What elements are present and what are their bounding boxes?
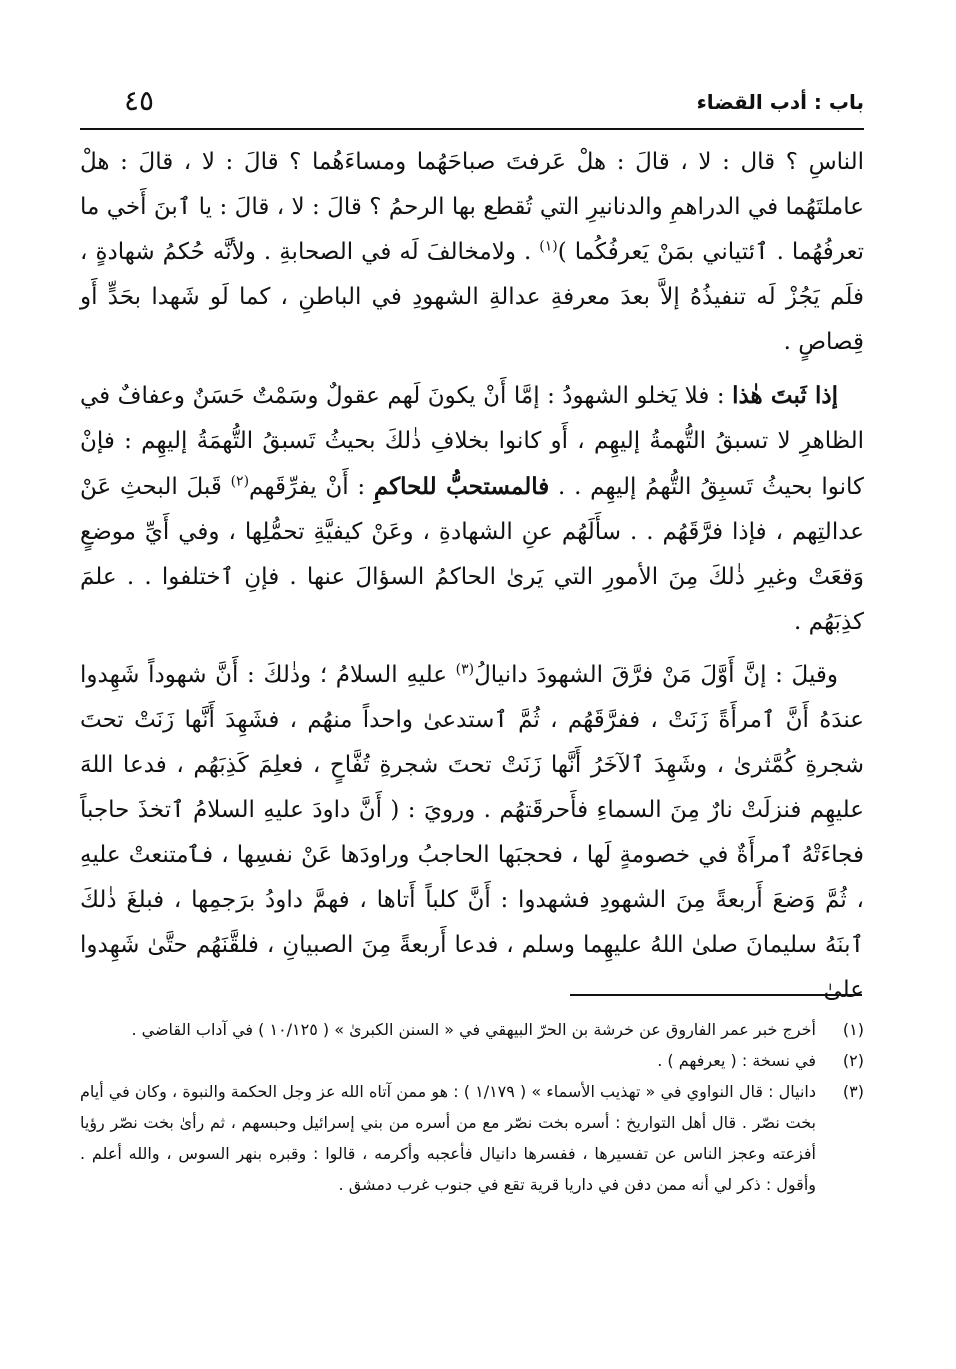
paragraph-2-lead: إذا ثَبتَ هٰذا — [732, 382, 838, 409]
footnote-ref-3: (٣) — [455, 661, 475, 678]
footnote-number: (٣) — [842, 1082, 864, 1101]
paragraph-3 — [80, 653, 864, 1013]
paragraph-3-text-a: وقيلَ : إنَّ أَوَّلَ مَنْ فرَّقَ الشهودَ دانيالُ — [474, 662, 838, 688]
footnote-2 — [80, 1045, 864, 1076]
paragraph-2-text-c: قَبلَ البحثِ عَنْ عدالتِهم ، فإذا فرَّقَهُم . . سأَلَهُم عنِ الشهادةِ ، وعَنْ كيفيَّةِ تحمُّلِها ، وفي أَيِّ موضعٍ وَقعَتْ وغيرِ ذٰلكَ مِنَ الأمورِ التي يَرىٰ الحاكمُ السؤالَ عنها . فإنِ ٱختلفوا . . علمَ كذِبَهُم . — [80, 474, 864, 635]
footnote-1 — [80, 1014, 864, 1045]
footnote-text: أخرج خبر عمر الفاروق عن خرشة بن الحرّ البيهقي في « السنن الكبرىٰ » ( ١٠/١٢٥ ) في آداب القاضي . — [131, 1020, 816, 1039]
header-divider — [80, 128, 864, 130]
footnote-ref-2: (٢) — [230, 473, 250, 490]
paragraph-1-continuation: . ولامخالفَ لَه في الصحابةِ . ولأنَّه حُكمُ شهادةٍ ، فلَم يَجُزْ لَه تنفيذُهُ إلاَّ بعدَ معرفةِ عدالةِ الشهودِ في الباطنِ ، كما لَو شَهدا بحَدٍّ أَو قِصاصٍ . — [80, 239, 864, 355]
running-title: باب : أدب القضاء — [696, 90, 864, 114]
page-number: ٤٥ — [124, 84, 155, 117]
paragraph-2-text-b: : أَنْ يفرِّقَهم — [249, 474, 374, 500]
paragraph-1 — [80, 140, 864, 365]
footnote-ref-1: (١) — [539, 238, 558, 255]
footnote-text: دانيال : قال النواوي في « تهذيب الأسماء » ( ١/١٧٩ ) : هو ممن آتاه الله عز وجل الحكمة والنبوة ، وكان في أيام بخت نصّر . قال أهل التواريخ : أسره بخت نصّر مع من أسره من بني إسرائيل وحبسهم ، ثم رأىٰ بخت نصّر رؤيا أفزعته وعجز الناس عن تفسيرها ، ففسرها دانيال فأعجبه وأكرمه ، قالوا : وقبره بنهر السوس ، والله أعلم . وأقول : ذكر لي أنه ممن دفن في داريا قرية تقع في جنوب غرب دمشق . — [80, 1082, 816, 1194]
footnote-number: (٢) — [842, 1051, 864, 1070]
paragraph-2-text-a: : فلا يَخلو الشهودُ : إمَّا أَنْ يكونَ لَهم عقولٌ وسَمْتٌ حَسَنٌ وعفافٌ في الظاهرِ لا تسبقُ التُّهمةُ إليهِم ، أَو كانوا بخلافِ ذٰلكَ بحيثُ تَسبقُ التُّهمَةُ إليهِم : فإنْ كانوا بحيثُ تَسبِقُ التُّهمُ إليهِم . . — [80, 383, 865, 500]
footnotes — [80, 1014, 864, 1200]
paragraph-2-emphasis: فالمستحبُّ للحاكمِ — [373, 473, 550, 500]
page-header — [80, 84, 864, 124]
main-text — [80, 140, 864, 1021]
footnote-text: في نسخة : ( يعرفهم ) . — [657, 1051, 816, 1070]
paragraph-3-text-b: عليهِ السلامُ ؛ وذٰلكَ : أَنَّ شهوداً شَهِدوا عندَهُ أَنَّ ٱمرأَةً زَنَتْ ، ففرَّقَهُم ، ثُمَّ ٱستدعىٰ واحداً منهُم ، فشَهِدَ أَنَّها زَنَتْ تحتَ شجرةِ كُمَّثرىٰ ، وشَهِدَ ٱلآخَرُ أَنَّها زَنَتْ تحتَ شجرةِ تُفَّاحٍ ، فعلِمَ كَذِبَهُم ، فدعا اللهَ عليهِم فنزلَتْ نارٌ مِنَ السماءِ فأَحرقَتهُم . ورويَ : ( أَنَّ داودَ عليهِ السلامُ ٱتخذَ حاجباً فجاءَتْهُ ٱمرأَةٌ في خصومةٍ لَها ، فحجبَها الحاجبُ وراودَها عَنْ نفسِها ، فٱمتنعتْ عليهِ ، ثُمَّ وَضعَ أَربعةً مِنَ الشهودِ فشهدوا : أَنَّ كلباً أَتاها ، فهمَّ داودُ برَجمِها ، فبلغَ ذٰلكَ ٱبنَهُ سليمانَ صلىٰ اللهُ عليهِما وسلم ، فدعا أَربعةً مِنَ الصبيانِ ، فلقَّنَهُم حتَّىٰ شَهِدوا علىٰ — [80, 662, 864, 1003]
footnote-divider — [570, 994, 862, 996]
paragraph-1-text: الناسِ ؟ قال : لا ، قالَ : هلْ عَرفتَ صباحَهُما ومساءَهُما ؟ قالَ : لا ، قالَ : هلْ عاملتَهُما في الدراهمِ والدنانيرِ التي تُقطع بها الرحمُ ؟ قالَ : لا ، قالَ : يا ٱبنَ أَخي ما تعرفُهُما . ٱئتياني بمَنْ يَعرفُكُما ) — [80, 149, 864, 265]
paragraph-2 — [80, 373, 864, 645]
footnote-number: (١) — [842, 1020, 864, 1039]
footnote-3 — [80, 1076, 864, 1200]
